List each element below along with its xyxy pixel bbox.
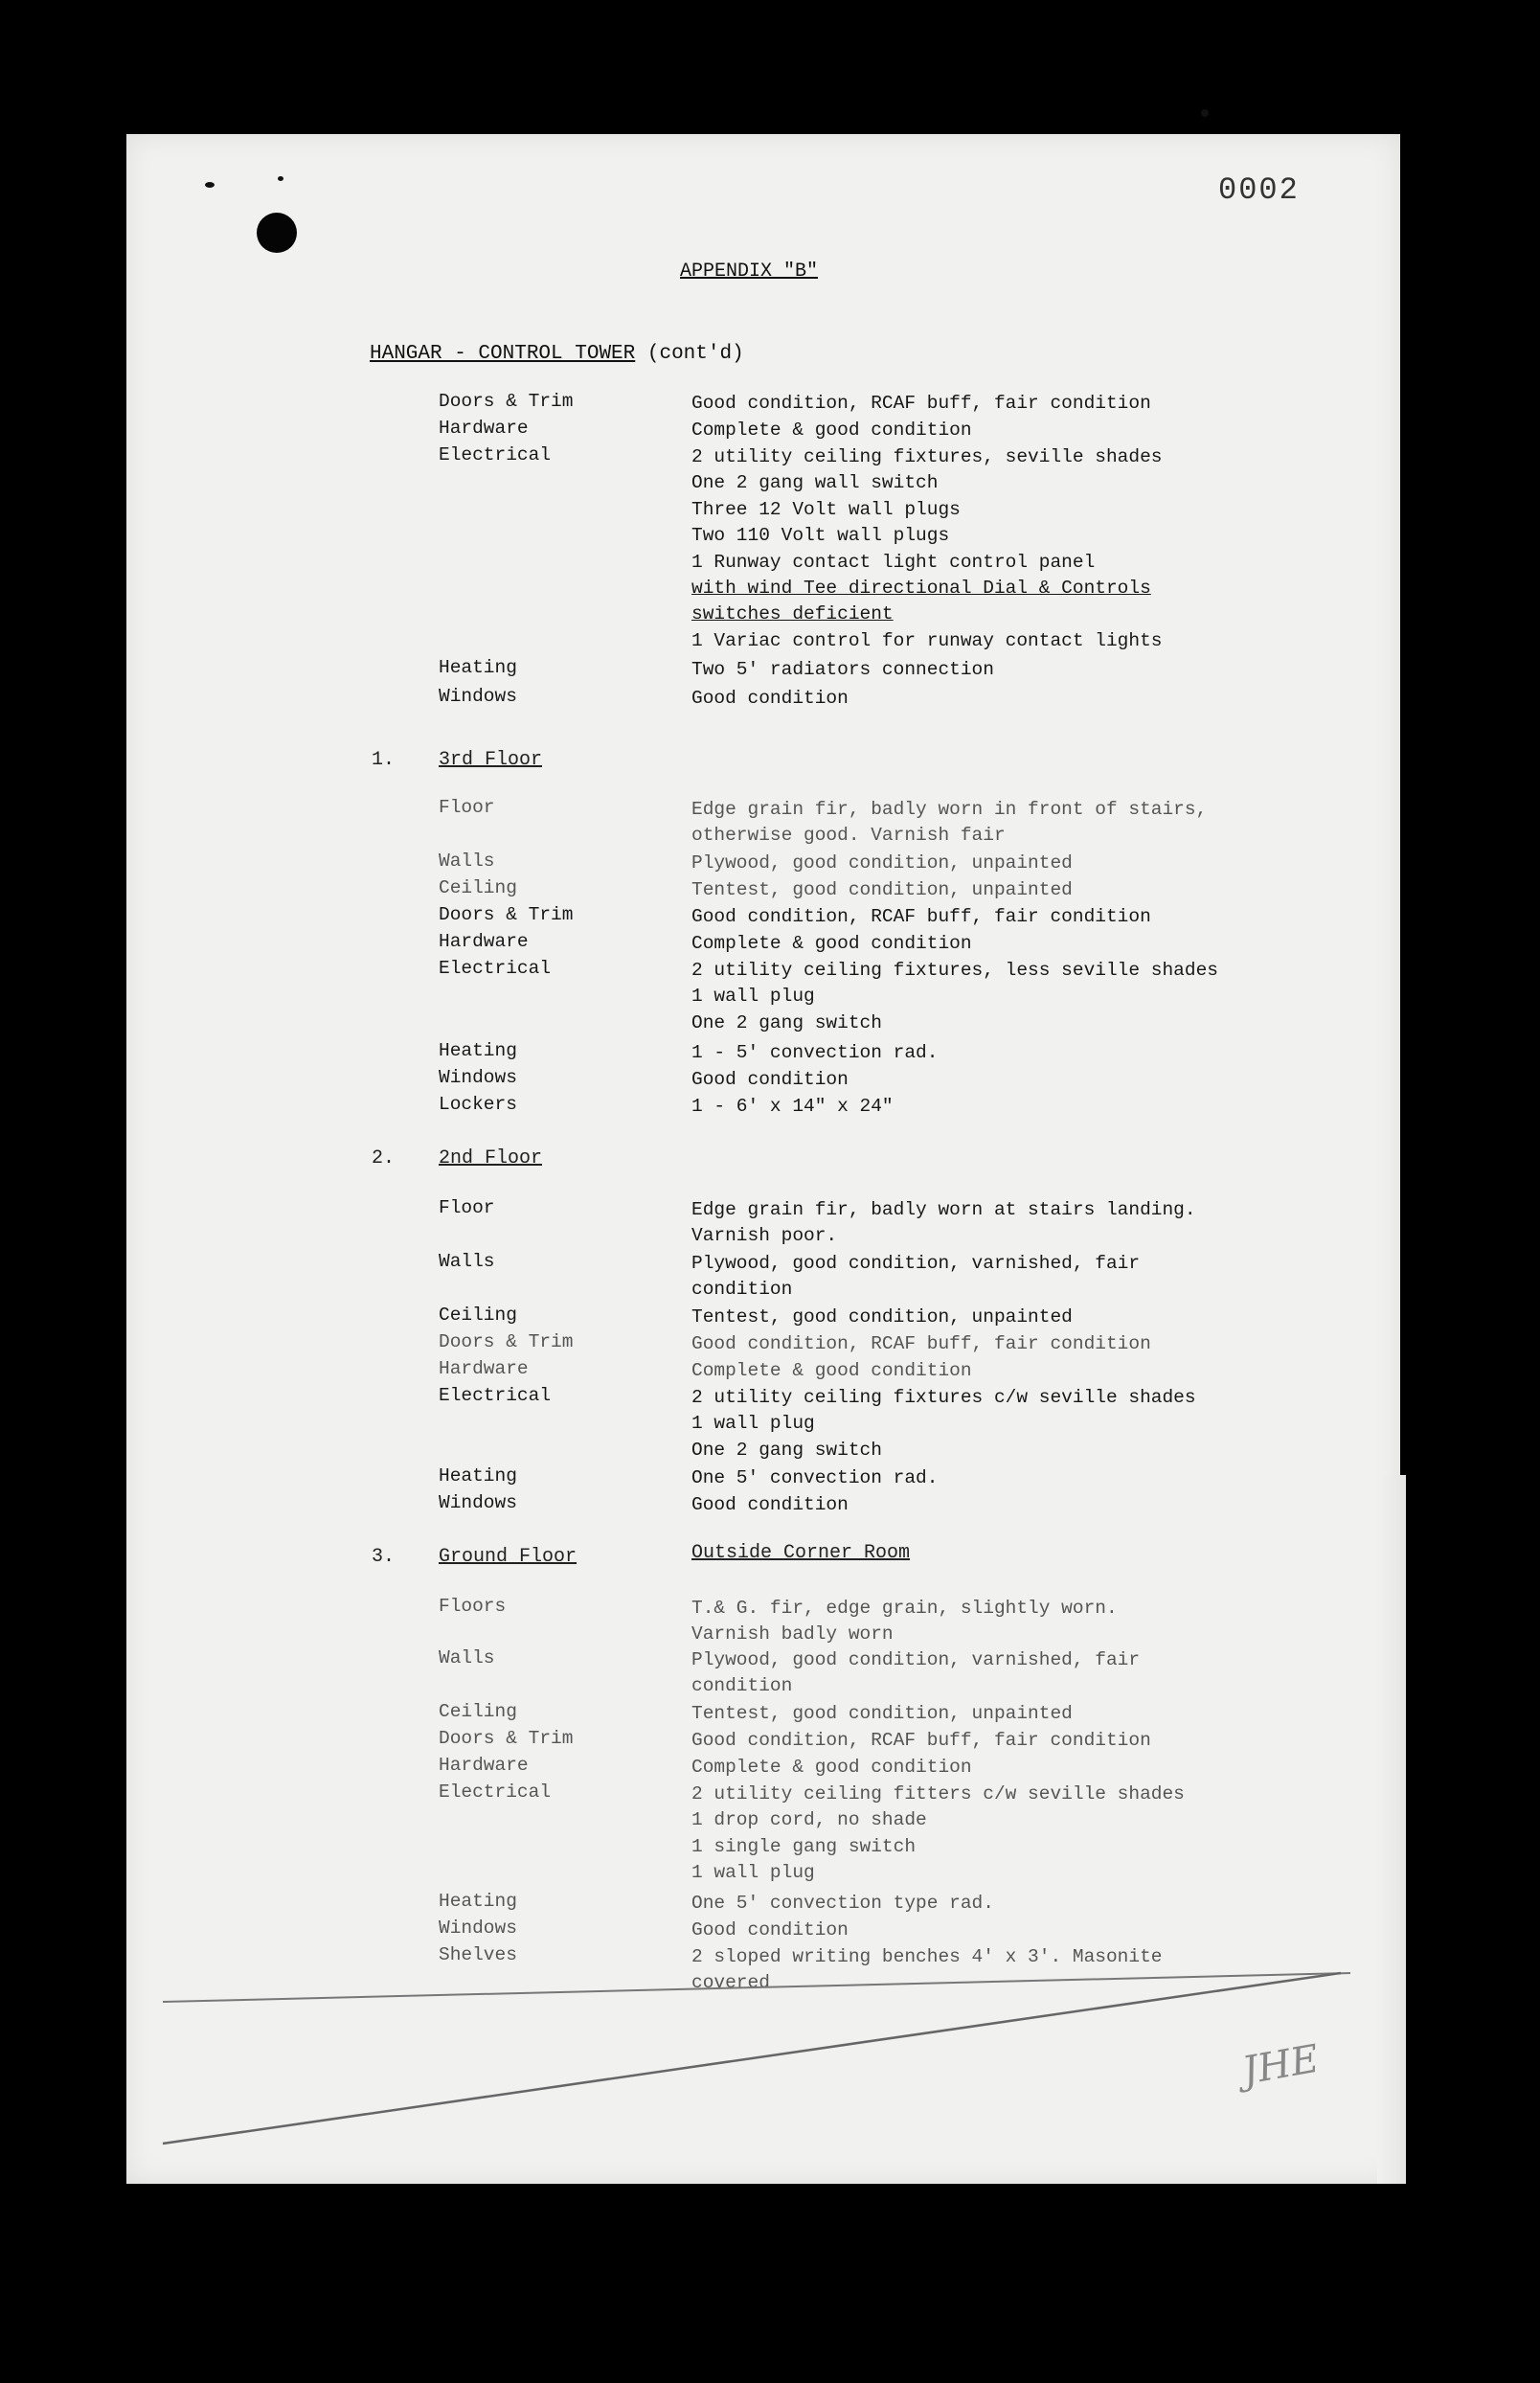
item-line: 2 utility ceiling fixtures, seville shades	[691, 446, 1163, 467]
section-number: 2.	[372, 1147, 396, 1169]
item-label: Hardware	[439, 418, 529, 439]
item-label: Ceiling	[439, 1701, 517, 1722]
item-label: Windows	[439, 1067, 517, 1088]
item-line: Good condition	[691, 1069, 849, 1090]
item-line: 2 utility ceiling fixtures, less seville shades	[691, 960, 1218, 981]
item-line: otherwise good. Varnish fair	[691, 825, 1006, 847]
item-line: One 5' convection rad.	[691, 1467, 939, 1488]
page-number: 0002	[1218, 172, 1300, 208]
item-line: Edge grain fir, badly worn at stairs landing.	[691, 1199, 1196, 1220]
item-line: Tentest, good condition, unpainted	[691, 1703, 1073, 1724]
item-label: Lockers	[439, 1094, 517, 1115]
item-label: Heating	[439, 1891, 517, 1912]
item-line: Complete & good condition	[691, 420, 972, 441]
item-line: Three 12 Volt wall plugs	[691, 498, 961, 520]
item-line: Complete & good condition	[691, 1757, 972, 1778]
item-line: Plywood, good condition, varnished, fair	[691, 1649, 1141, 1670]
item-label: Floors	[439, 1596, 507, 1617]
item-line: 2 utility ceiling fixtures c/w seville shades	[691, 1387, 1196, 1408]
item-line: Good condition, RCAF buff, fair condition	[691, 906, 1151, 927]
item-line: 1 wall plug	[691, 1413, 815, 1435]
item-label: Hardware	[439, 931, 529, 952]
item-line: Tentest, good condition, unpainted	[691, 1306, 1073, 1328]
item-label: Electrical	[439, 1385, 552, 1406]
section-number: 1.	[372, 749, 396, 771]
item-line: switches deficient	[691, 603, 894, 625]
item-line: with wind Tee directional Dial & Controls	[691, 577, 1151, 599]
cancel-line	[163, 1973, 1341, 2144]
item-line: T.& G. fir, edge grain, slightly worn.	[691, 1598, 1118, 1619]
section-title: 2nd Floor	[439, 1147, 543, 1169]
section-title: 3rd Floor	[439, 749, 543, 771]
item-line: Good condition, RCAF buff, fair condition	[691, 1730, 1151, 1751]
item-line: Tentest, good condition, unpainted	[691, 879, 1073, 900]
appendix-title: APPENDIX "B"	[680, 261, 819, 283]
item-label: Hardware	[439, 1755, 529, 1776]
item-line: One 5' convection type rad.	[691, 1893, 994, 1914]
item-label: Ceiling	[439, 877, 517, 898]
heading-main: HANGAR - CONTROL TOWER	[370, 343, 636, 365]
section-number: 3.	[372, 1546, 396, 1568]
item-label: Ceiling	[439, 1305, 517, 1326]
item-line: 1 Runway contact light control panel	[691, 551, 1096, 573]
item-line: 1 wall plug	[691, 1862, 815, 1884]
item-line: Good condition	[691, 1494, 849, 1515]
item-line: 1 drop cord, no shade	[691, 1809, 927, 1831]
item-line: One 2 gang switch	[691, 1439, 882, 1461]
item-line: Varnish poor.	[691, 1225, 838, 1247]
item-label: Hardware	[439, 1358, 529, 1379]
heading-suffix: (cont'd)	[646, 343, 744, 365]
item-line: Good condition	[691, 688, 849, 709]
item-line: Edge grain fir, badly worn in front of stairs,	[691, 799, 1208, 820]
item-line: Good condition, RCAF buff, fair condition	[691, 1333, 1151, 1354]
item-line: Good condition	[691, 1919, 849, 1940]
item-line: One 2 gang wall switch	[691, 472, 939, 494]
item-line: condition	[691, 1675, 793, 1697]
item-line: Two 5' radiators connection	[691, 659, 994, 680]
item-line: condition	[691, 1279, 793, 1301]
item-label: Walls	[439, 851, 495, 872]
item-line: Good condition, RCAF buff, fair condition	[691, 393, 1151, 414]
item-line: 1 single gang switch	[691, 1835, 917, 1857]
item-label: Windows	[439, 686, 517, 707]
item-line: 1 Variac control for runway contact lights	[691, 629, 1163, 651]
item-label: Shelves	[439, 1944, 517, 1965]
item-label: Heating	[439, 1465, 517, 1487]
item-label: Electrical	[439, 958, 552, 979]
item-line: 2 sloped writing benches 4' x 3'. Masonite	[691, 1946, 1163, 1967]
item-label: Floor	[439, 1197, 495, 1218]
item-label: Heating	[439, 657, 517, 678]
section-subtitle: Outside Corner Room	[691, 1542, 911, 1564]
item-label: Doors & Trim	[439, 1331, 574, 1352]
item-line: Complete & good condition	[691, 933, 972, 954]
item-label: Doors & Trim	[439, 391, 574, 412]
item-line: 2 utility ceiling fitters c/w seville shades	[691, 1783, 1185, 1804]
section-title: Ground Floor	[439, 1546, 578, 1568]
item-line: covered	[691, 1972, 770, 1994]
item-line: 1 - 5' convection rad.	[691, 1042, 939, 1063]
item-label: Windows	[439, 1918, 517, 1939]
item-label: Heating	[439, 1040, 517, 1061]
item-label: Walls	[439, 1647, 495, 1668]
initials-signature: JHE	[1238, 2036, 1323, 2094]
item-line: One 2 gang switch	[691, 1011, 882, 1033]
item-line: Complete & good condition	[691, 1360, 972, 1381]
item-line: Two 110 Volt wall plugs	[691, 525, 950, 547]
item-label: Electrical	[439, 1782, 552, 1803]
item-label: Doors & Trim	[439, 1728, 574, 1749]
item-label: Electrical	[439, 444, 552, 465]
item-line: Plywood, good condition, varnished, fair	[691, 1253, 1141, 1274]
item-line: Plywood, good condition, unpainted	[691, 852, 1073, 874]
item-line: Varnish badly worn	[691, 1623, 894, 1645]
item-label: Walls	[439, 1251, 495, 1272]
item-label: Windows	[439, 1492, 517, 1513]
item-label: Floor	[439, 797, 495, 818]
item-line: 1 wall plug	[691, 986, 815, 1008]
item-line: 1 - 6' x 14" x 24"	[691, 1096, 894, 1117]
item-label: Doors & Trim	[439, 904, 574, 925]
